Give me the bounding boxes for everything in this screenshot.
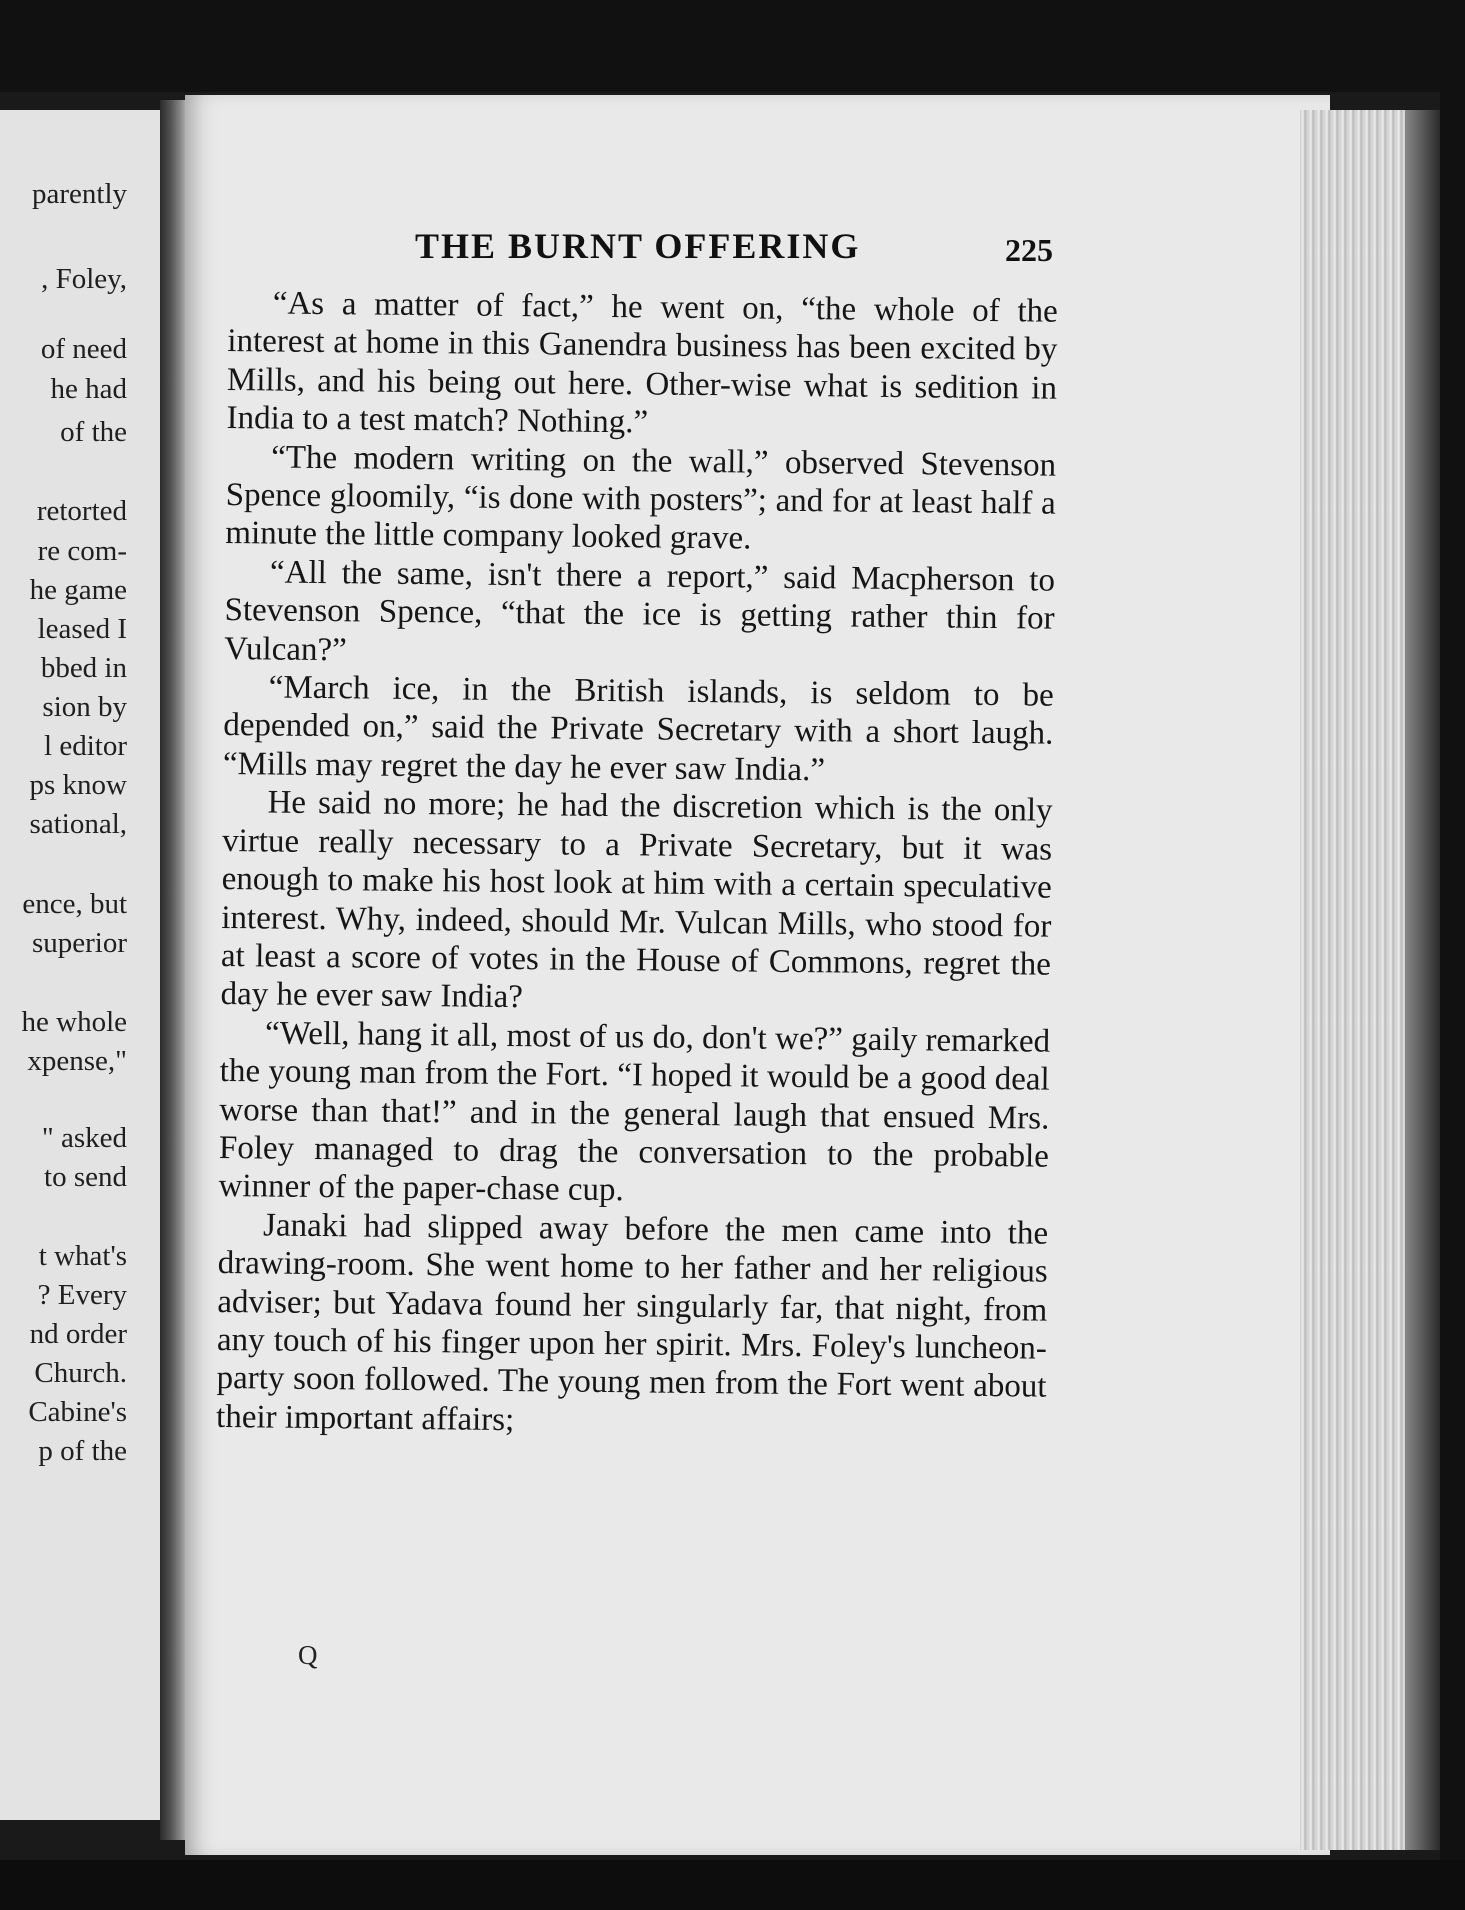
paragraph: Janaki had slipped away before the men came into the drawing-room. She went home to her father and her religious adviser; but Yadava found her singularly far, that night, from any touch of his finger upon her spirit. Mrs. Foley's luncheon-party soon followed. The young men from the Fort went about their important affairs; — [215, 1207, 1049, 1438]
left-page-line: xpense," — [27, 1045, 127, 1077]
left-page-line: of the — [60, 416, 127, 448]
left-page-line: he game — [29, 574, 127, 606]
paragraph: He said no more; he had the discretion which is the only virtue really necessary to a Private Secretary, but it was enough to make his host look at him with a certain speculative interest. Why, indeed, should Mr. Vulcan Mills, who stood for at least a score of votes in the House of Commons, regret the day he ever saw India? — [220, 784, 1053, 1016]
left-page-line: he whole — [21, 1006, 127, 1038]
left-page-line: nd order — [29, 1318, 127, 1350]
paragraph: “All the same, isn't there a report,” said Macpherson to Stevenson Spence, “that the ice is getting rather thin for Vulcan?” — [223, 554, 1056, 668]
left-page — [0, 110, 165, 1820]
page-edge-shadow — [1405, 110, 1440, 1850]
left-page-line: p of the — [38, 1435, 127, 1467]
left-page-line: Cabine's — [28, 1396, 127, 1428]
paragraph: “Well, hang it all, most of us do, don't we?” gaily remarked the young man from the Fort. “I hoped it would be a good deal worse than that!” and in the general laugh that ensued Mrs. Foley managed to drag the conversation to the probable winner of the paper-chase cup. — [218, 1015, 1051, 1209]
left-page-line: of need — [40, 333, 127, 365]
left-page-line: ence, but — [22, 888, 127, 920]
paragraph: “March ice, in the British islands, is seldom to be depended on,” said the Private Secretary with a short laugh. “Mills may regret the day he ever saw India.” — [222, 669, 1054, 789]
left-page-line: superior — [31, 927, 127, 959]
page-number: 225 — [1005, 232, 1053, 268]
left-page-line: sion by — [42, 691, 127, 723]
book-gutter — [160, 100, 188, 1840]
left-page-line: " asked — [41, 1122, 127, 1154]
left-page-line: sational, — [29, 808, 127, 840]
left-page-line: l editor — [44, 730, 127, 762]
scan-border — [0, 1860, 1465, 1910]
paragraph: “As a matter of fact,” he went on, “the whole of the interest at home in this Ganendra business has been excited by Mills, and his being out here. Other-wise what is sedition in India to a test match? Nothing.” — [226, 285, 1058, 441]
left-page-line: to send — [44, 1161, 127, 1193]
body-text — [216, 284, 1058, 1445]
paragraph: “The modern writing on the wall,” observed Stevenson Spence gloomily, “is done with posters”; and for at least half a minute the little company looked grave. — [225, 439, 1057, 557]
left-page-line: parently — [31, 178, 127, 210]
left-page-line: ? Every — [37, 1279, 127, 1311]
running-head-title: THE BURNT OFFERING — [415, 226, 861, 266]
left-page-line: re com- — [37, 535, 127, 567]
signature-mark: Q — [298, 1640, 318, 1670]
left-page-line: , Foley, — [41, 263, 127, 295]
left-page-line: leased I — [37, 613, 127, 645]
left-page-line: bbed in — [40, 652, 127, 684]
left-page-line: t what's — [38, 1240, 127, 1272]
left-page-line: he had — [50, 373, 127, 405]
left-page-line: ps know — [29, 769, 127, 801]
left-page-line: retorted — [36, 495, 127, 527]
left-page-line: Church. — [34, 1357, 127, 1389]
